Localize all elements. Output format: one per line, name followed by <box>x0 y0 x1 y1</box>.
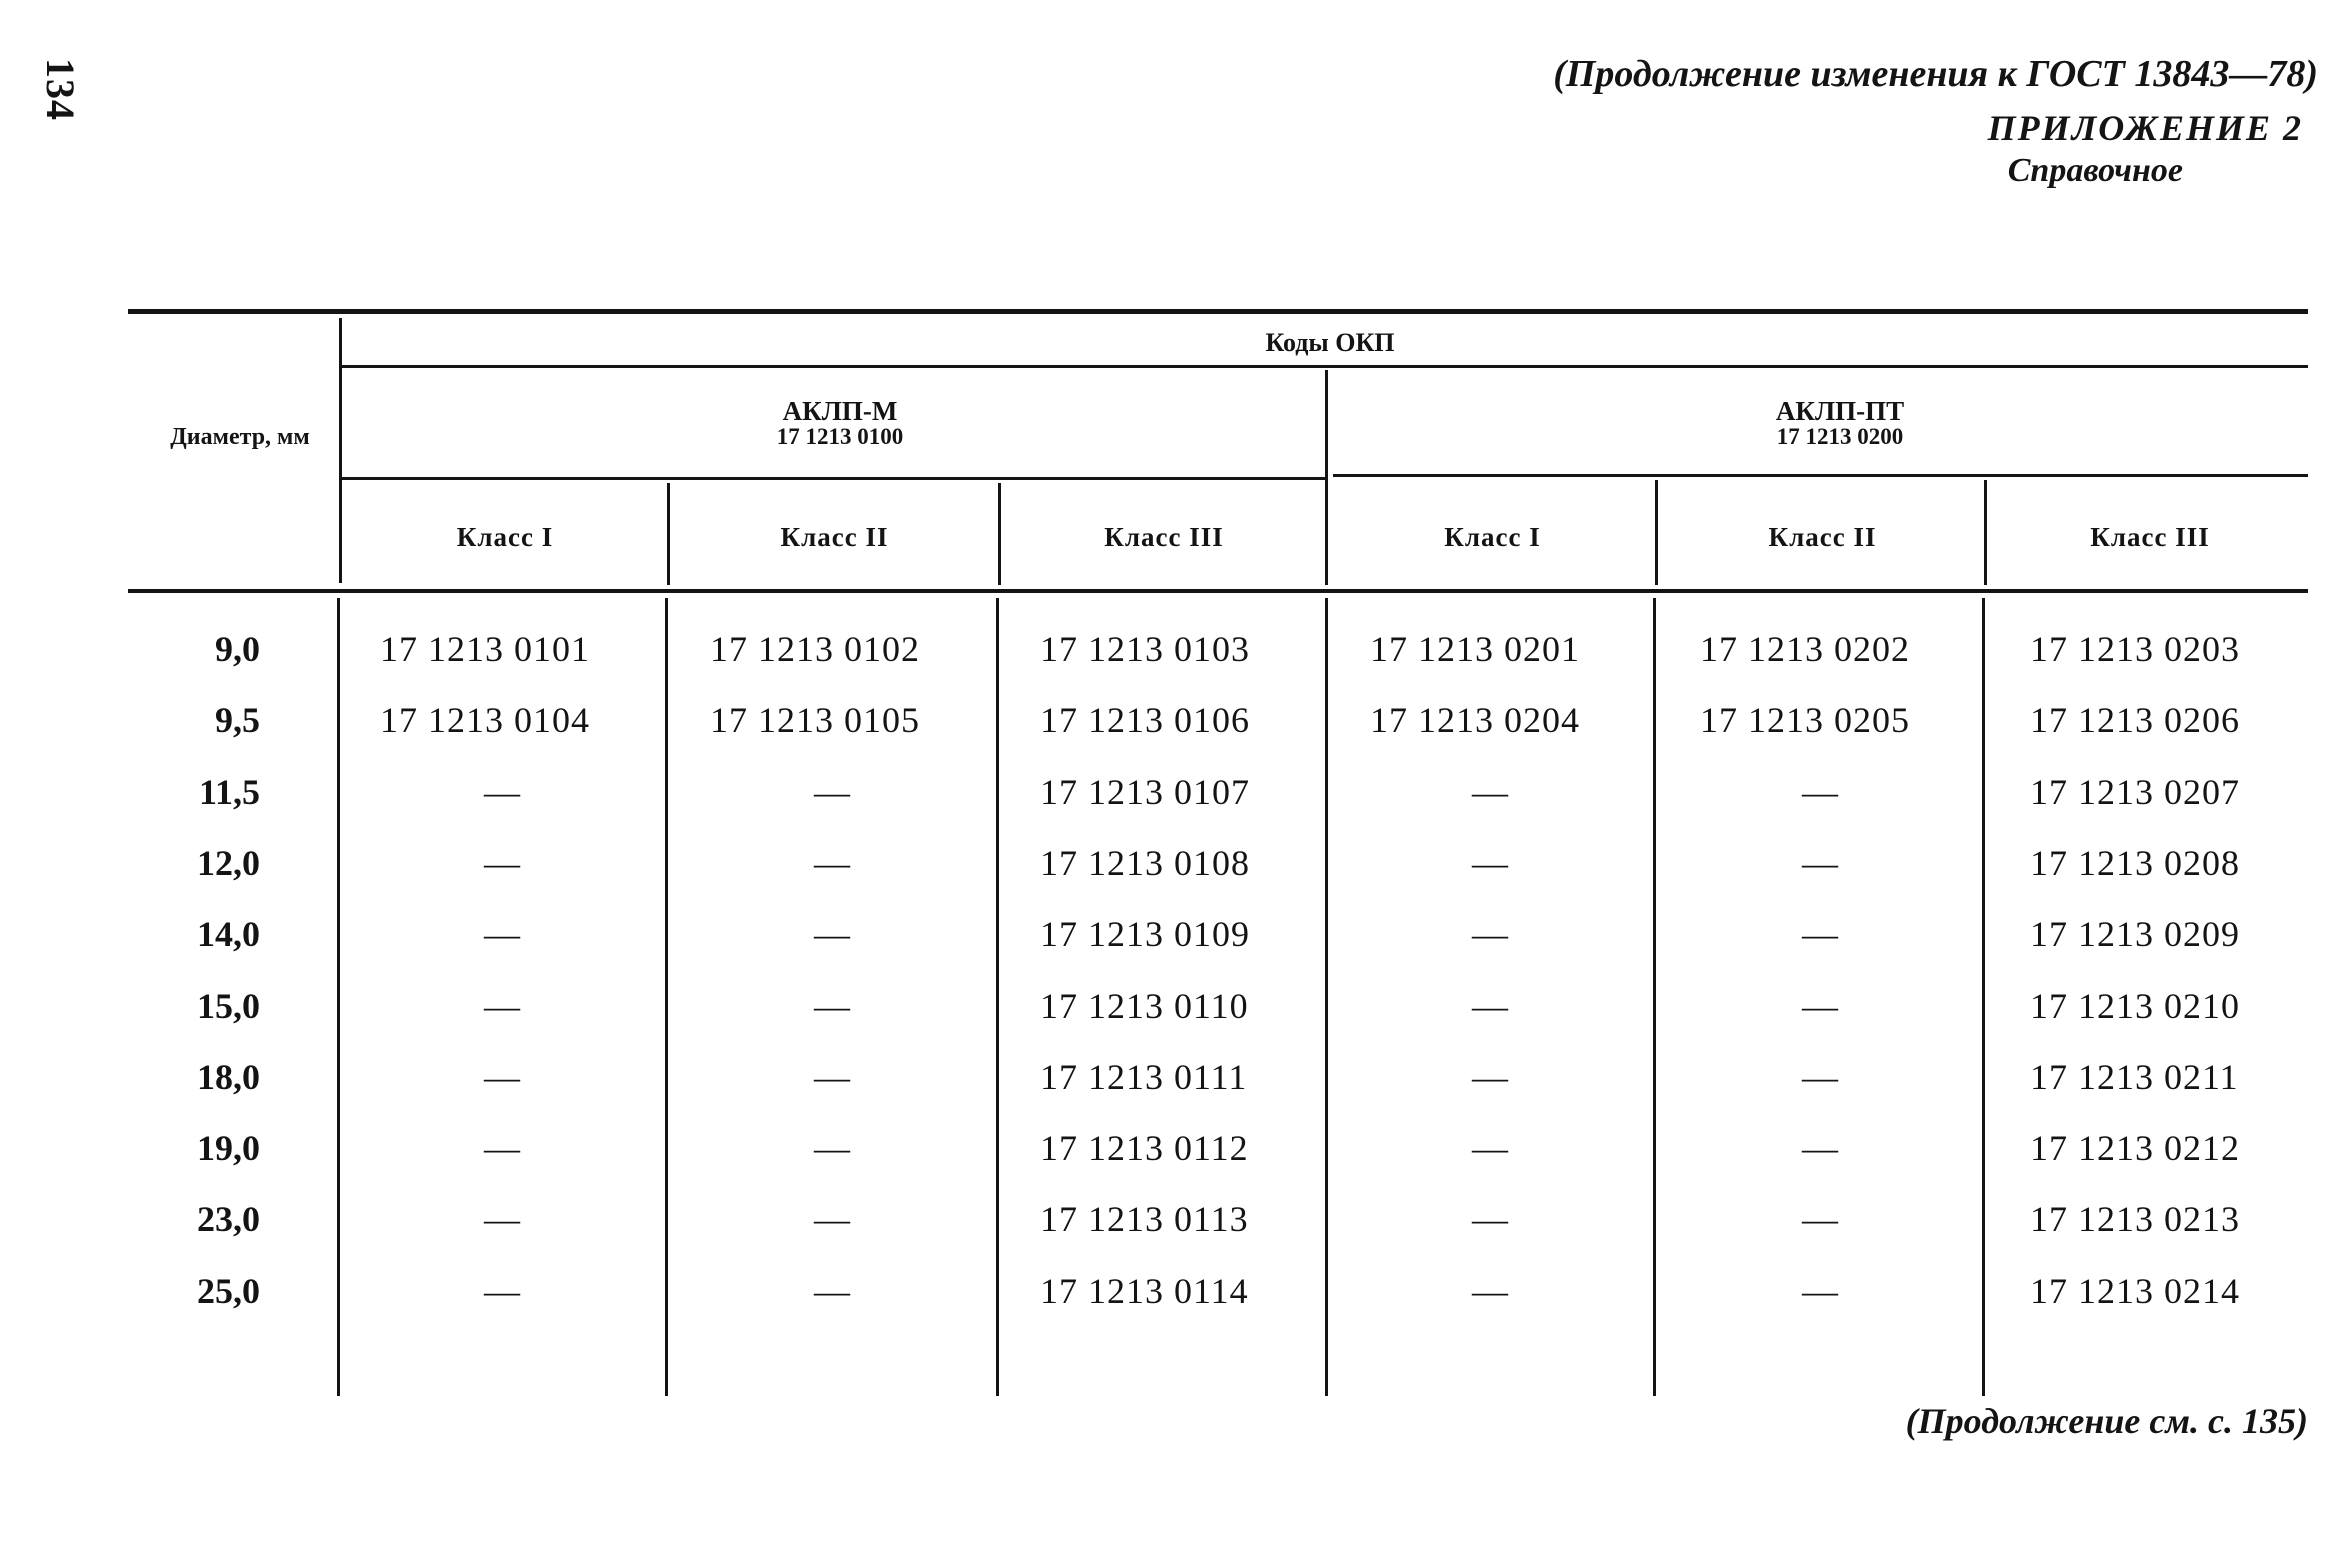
table-row <box>0 985 2333 1049</box>
empty-code-cell: — <box>814 985 850 1026</box>
group-header-aklp-pt <box>1690 398 1990 450</box>
okp-code-cell: 17 1213 0207 <box>2030 771 2240 812</box>
diameter-cell: 9,0 <box>215 629 260 669</box>
column-divider <box>1325 370 1328 585</box>
okp-code-cell: 17 1213 0110 <box>1040 985 1249 1026</box>
empty-code-cell: — <box>484 842 520 883</box>
empty-code-cell: — <box>484 1199 520 1240</box>
okp-code-cell: 17 1213 0113 <box>1040 1199 1249 1240</box>
group-code: 17 1213 0100 <box>776 424 904 449</box>
okp-code-cell: 17 1213 0103 <box>1040 629 1250 669</box>
empty-code-cell: — <box>484 1128 520 1169</box>
okp-code-cell: 17 1213 0114 <box>1040 1270 1249 1311</box>
appendix-subtitle: Справочное <box>2007 152 2183 189</box>
class-header: Класс III <box>2090 522 2210 552</box>
class-header: Класс III <box>1104 522 1224 552</box>
empty-code-cell: — <box>814 842 850 883</box>
column-divider <box>667 483 670 585</box>
okp-code-cell: 17 1213 0108 <box>1040 842 1250 883</box>
empty-code-cell: — <box>1472 842 1508 883</box>
empty-code-cell: — <box>814 1056 850 1097</box>
empty-code-cell: — <box>484 914 520 955</box>
table-row <box>0 628 2333 692</box>
group-name: АКЛП-ПТ <box>1775 396 1905 426</box>
okp-code-cell: 17 1213 0101 <box>380 629 590 669</box>
table-row <box>0 1127 2333 1191</box>
header-bottom-rule <box>128 589 2308 593</box>
empty-code-cell: — <box>1802 985 1838 1026</box>
okp-code-cell: 17 1213 0214 <box>2030 1270 2240 1311</box>
okp-code-cell: 17 1213 0206 <box>2030 700 2240 741</box>
okp-header: Коды ОКП <box>1265 328 1395 357</box>
empty-code-cell: — <box>814 1270 850 1311</box>
column-divider <box>1655 480 1658 585</box>
class-header: Класс II <box>780 522 889 552</box>
empty-code-cell: — <box>1802 914 1838 955</box>
okp-code-cell: 17 1213 0102 <box>710 629 920 669</box>
empty-code-cell: — <box>1472 771 1508 812</box>
okp-code-cell: 17 1213 0104 <box>380 700 590 741</box>
diameter-header: Диаметр, мм <box>170 424 310 450</box>
diameter-cell: 25,0 <box>197 1270 260 1311</box>
table-row <box>0 913 2333 977</box>
class-header: Класс II <box>1768 522 1877 552</box>
class-header: Класс I <box>1444 522 1541 552</box>
diameter-cell: 11,5 <box>198 771 260 812</box>
diameter-cell: 19,0 <box>197 1128 260 1169</box>
diameter-cell: 23,0 <box>197 1199 260 1240</box>
empty-code-cell: — <box>484 771 520 812</box>
group-header-aklp-m <box>690 398 990 450</box>
empty-code-cell: — <box>814 1199 850 1240</box>
table-row <box>0 842 2333 906</box>
column-divider <box>998 483 1001 585</box>
empty-code-cell: — <box>1472 1270 1508 1311</box>
footer-note: (Продолжение см. с. 135) <box>1905 1401 2308 1441</box>
empty-code-cell: — <box>1472 1056 1508 1097</box>
okp-code-cell: 17 1213 0204 <box>1370 700 1580 741</box>
empty-code-cell: — <box>1802 1199 1838 1240</box>
continuation-title: (Продолжение изменения к ГОСТ 13843—78) <box>1553 53 2318 95</box>
okp-code-cell: 17 1213 0109 <box>1040 914 1250 955</box>
okp-code-cell: 17 1213 0212 <box>2030 1128 2240 1169</box>
empty-code-cell: — <box>1802 842 1838 883</box>
empty-code-cell: — <box>814 771 850 812</box>
group-code: 17 1213 0200 <box>1776 424 1904 449</box>
column-divider <box>339 318 342 583</box>
empty-code-cell: — <box>1802 1270 1838 1311</box>
table-row <box>0 1198 2333 1262</box>
empty-code-cell: — <box>814 914 850 955</box>
table-row <box>0 1056 2333 1120</box>
okp-code-cell: 17 1213 0112 <box>1040 1128 1249 1169</box>
okp-code-cell: 17 1213 0211 <box>2030 1056 2239 1097</box>
okp-code-cell: 17 1213 0203 <box>2030 629 2240 669</box>
empty-code-cell: — <box>1472 985 1508 1026</box>
okp-header-rule <box>342 365 2308 368</box>
table-row <box>0 1270 2333 1334</box>
class-header: Класс I <box>456 522 554 552</box>
okp-code-cell: 17 1213 0111 <box>1040 1056 1248 1097</box>
okp-code-cell: 17 1213 0107 <box>1040 771 1250 812</box>
okp-code-cell: 17 1213 0202 <box>1700 629 1910 669</box>
table-top-rule <box>128 309 2308 314</box>
okp-code-cell: 17 1213 0209 <box>2030 914 2240 955</box>
page-number: 134 <box>38 58 83 121</box>
empty-code-cell: — <box>484 1270 520 1311</box>
empty-code-cell: — <box>1802 771 1838 812</box>
table-row <box>0 699 2333 763</box>
diameter-cell: 9,5 <box>215 700 260 741</box>
diameter-cell: 14,0 <box>197 914 260 955</box>
appendix-title: ПРИЛОЖЕНИЕ 2 <box>1987 108 2303 148</box>
empty-code-cell: — <box>1472 1199 1508 1240</box>
okp-code-cell: 17 1213 0205 <box>1700 700 1910 741</box>
empty-code-cell: — <box>1802 1056 1838 1097</box>
empty-code-cell: — <box>1472 1128 1508 1169</box>
group-header-rule-right <box>1333 474 2308 477</box>
okp-code-cell: 17 1213 0106 <box>1040 700 1250 741</box>
table-row <box>0 771 2333 835</box>
diameter-cell: 12,0 <box>197 842 260 883</box>
empty-code-cell: — <box>1802 1128 1838 1169</box>
okp-code-cell: 17 1213 0208 <box>2030 842 2240 883</box>
diameter-cell: 18,0 <box>197 1056 260 1097</box>
okp-code-cell: 17 1213 0210 <box>2030 985 2240 1026</box>
empty-code-cell: — <box>1472 914 1508 955</box>
group-header-rule-left <box>342 477 1325 480</box>
empty-code-cell: — <box>814 1128 850 1169</box>
diameter-cell: 15,0 <box>197 985 260 1026</box>
okp-code-cell: 17 1213 0105 <box>710 700 920 741</box>
empty-code-cell: — <box>484 985 520 1026</box>
okp-code-cell: 17 1213 0201 <box>1370 629 1580 669</box>
empty-code-cell: — <box>484 1056 520 1097</box>
group-name: АКЛП-М <box>782 396 898 426</box>
okp-code-cell: 17 1213 0213 <box>2030 1199 2240 1240</box>
